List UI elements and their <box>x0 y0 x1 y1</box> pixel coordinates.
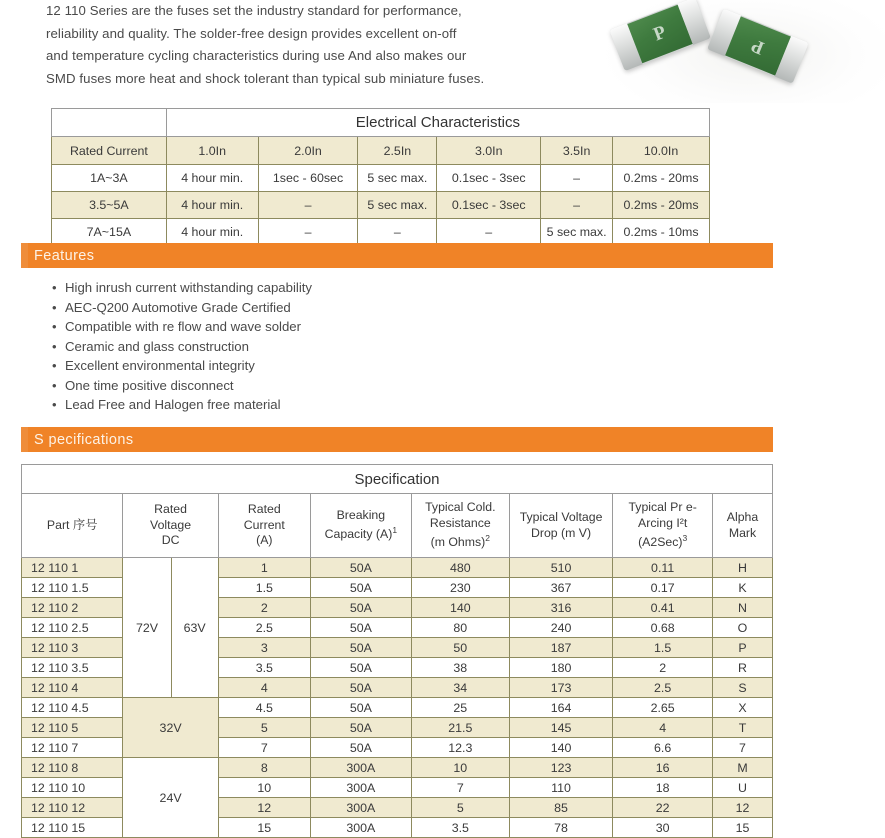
specifications-table-title: Specification <box>22 465 773 494</box>
cell-cold-resistance: 25 <box>411 698 509 718</box>
header-line: Rated <box>154 502 187 517</box>
header-line: Typical Cold. <box>425 500 496 515</box>
column-header-pre-arcing-i2t <box>613 494 713 558</box>
cell-rated-current: 7A~15A <box>52 219 167 246</box>
cell-rated-current: 10 <box>218 778 310 798</box>
specifications-section-bar <box>21 427 773 452</box>
cell-alpha-mark: M <box>713 758 773 778</box>
cell-alpha-mark: S <box>713 678 773 698</box>
cell-part-number: 12 110 2 <box>22 598 123 618</box>
cell-voltage-drop: 140 <box>509 738 613 758</box>
cell-breaking-capacity: 50A <box>310 738 411 758</box>
cell-pre-arcing-i2t: 0.68 <box>613 618 713 638</box>
column-header-3-5in: 3.5In <box>541 137 613 165</box>
cell-breaking-capacity: 50A <box>310 678 411 698</box>
cell-breaking-capacity: 50A <box>310 558 411 578</box>
cell-3-0in: – <box>437 219 541 246</box>
cell-cold-resistance: 38 <box>411 658 509 678</box>
cell-cold-resistance: 50 <box>411 638 509 658</box>
header-line: DC <box>161 533 180 548</box>
header-line: Current <box>243 517 285 532</box>
cell-alpha-mark: 12 <box>713 798 773 818</box>
column-header-breaking-capacity <box>310 494 411 558</box>
table-title-row <box>22 465 773 494</box>
cell-voltage-drop: 85 <box>509 798 613 818</box>
header-line: Arcing I²t <box>638 515 688 530</box>
list-item: • AEC-Q200 Automotive Grade Certified <box>52 298 312 318</box>
cell-alpha-mark: H <box>713 558 773 578</box>
cell-breaking-capacity: 50A <box>310 618 411 638</box>
list-item: • High inrush current withstanding capability <box>52 278 312 298</box>
cell-1-0in: 4 hour min. <box>166 165 258 192</box>
cell-cold-resistance: 12.3 <box>411 738 509 758</box>
cell-rated-current: 12 <box>218 798 310 818</box>
header-line: Drop (m V) <box>530 525 592 540</box>
intro-line: and temperature cycling characteristics during use And also makes our <box>46 48 467 63</box>
cell-part-number: 12 110 2.5 <box>22 618 123 638</box>
cell-part-number: 12 110 12 <box>22 798 123 818</box>
column-header-alpha-mark <box>713 494 773 558</box>
cell-alpha-mark: X <box>713 698 773 718</box>
cell-cold-resistance: 230 <box>411 578 509 598</box>
cell-part-number: 12 110 3.5 <box>22 658 123 678</box>
cell-part-number: 12 110 3 <box>22 638 123 658</box>
cell-cold-resistance: 140 <box>411 598 509 618</box>
cell-breaking-capacity: 50A <box>310 718 411 738</box>
specifications-table-body <box>22 558 773 838</box>
cell-voltage-drop: 173 <box>509 678 613 698</box>
intro-paragraph <box>46 0 566 90</box>
column-header-rated-current: Rated Current <box>52 137 167 165</box>
column-header-voltage-drop <box>509 494 613 558</box>
cell-part-number: 12 110 10 <box>22 778 123 798</box>
cell-rated-current: 1 <box>218 558 310 578</box>
header-line: (A2Sec) <box>638 535 683 550</box>
cell-rated-current: 3.5 <box>218 658 310 678</box>
column-header-rated-current <box>218 494 310 558</box>
cell-cold-resistance: 480 <box>411 558 509 578</box>
cell-cold-resistance: 7 <box>411 778 509 798</box>
cell-pre-arcing-i2t: 1.5 <box>613 638 713 658</box>
cell-part-number: 12 110 4 <box>22 678 123 698</box>
cell-pre-arcing-i2t: 6.6 <box>613 738 713 758</box>
cell-pre-arcing-i2t: 2.65 <box>613 698 713 718</box>
cell-voltage-drop: 240 <box>509 618 613 638</box>
cell-cold-resistance: 3.5 <box>411 818 509 838</box>
fuse-marking: P <box>748 34 768 59</box>
specifications-table <box>21 464 773 838</box>
cell-rated-voltage: 63V <box>171 558 218 698</box>
cell-2-0in: 1sec - 60sec <box>258 165 358 192</box>
list-item: • Compatible with re flow and wave solder <box>52 317 312 337</box>
list-item: • Excellent environmental integrity <box>52 356 312 376</box>
cell-pre-arcing-i2t: 0.17 <box>613 578 713 598</box>
column-header-2-0in: 2.0In <box>258 137 358 165</box>
header-line: Typical Voltage <box>519 510 603 524</box>
list-item: • One time positive disconnect <box>52 376 312 396</box>
cell-rated-current: 3 <box>218 638 310 658</box>
cell-rated-voltage: 72V <box>123 558 171 698</box>
cell-10-0in: 0.2ms - 10ms <box>613 219 710 246</box>
cell-pre-arcing-i2t: 22 <box>613 798 713 818</box>
cell-2-0in: – <box>258 192 358 219</box>
cell-2-5in: 5 sec max. <box>358 165 437 192</box>
cell-breaking-capacity: 50A <box>310 698 411 718</box>
cell-2-0in: – <box>258 219 358 246</box>
cell-breaking-capacity: 50A <box>310 578 411 598</box>
column-header-1-0in: 1.0In <box>166 137 258 165</box>
cell-part-number: 12 110 15 <box>22 818 123 838</box>
cell-voltage-drop: 164 <box>509 698 613 718</box>
cell-alpha-mark: O <box>713 618 773 638</box>
cell-rated-voltage: 32V <box>123 698 218 758</box>
cell-alpha-mark: U <box>713 778 773 798</box>
column-header-3-0in: 3.0In <box>437 137 541 165</box>
section-bar-edge <box>21 243 28 268</box>
cell-10-0in: 0.2ms - 20ms <box>613 165 710 192</box>
electrical-table-title: Electrical Characteristics <box>166 109 709 137</box>
cell-cold-resistance: 80 <box>411 618 509 638</box>
cell-pre-arcing-i2t: 30 <box>613 818 713 838</box>
list-item: • Ceramic and glass construction <box>52 337 312 357</box>
cell-breaking-capacity: 50A <box>310 638 411 658</box>
cell-3-5in: – <box>541 165 613 192</box>
cell-rated-current: 15 <box>218 818 310 838</box>
electrical-characteristics-table <box>51 108 710 246</box>
cell-alpha-mark: 7 <box>713 738 773 758</box>
column-header-cold-resistance <box>411 494 509 558</box>
header-line: (A) <box>256 533 273 548</box>
cell-rated-current: 5 <box>218 718 310 738</box>
cell-pre-arcing-i2t: 16 <box>613 758 713 778</box>
intro-line: 12 110 Series are the fuses set the industry standard for performance, <box>46 3 462 18</box>
cell-alpha-mark: N <box>713 598 773 618</box>
table-row <box>22 558 773 578</box>
features-list <box>52 278 312 415</box>
cell-pre-arcing-i2t: 0.11 <box>613 558 713 578</box>
cell-10-0in: 0.2ms - 20ms <box>613 192 710 219</box>
table-row <box>22 698 773 718</box>
header-line: Resistance <box>429 515 491 530</box>
cell-voltage-drop: 367 <box>509 578 613 598</box>
cell-2-5in: 5 sec max. <box>358 192 437 219</box>
cell-breaking-capacity: 300A <box>310 778 411 798</box>
intro-line: SMD fuses more heat and shock tolerant than typical sub miniature fuses. <box>46 70 485 86</box>
cell-1-0in: 4 hour min. <box>166 219 258 246</box>
cell-1-0in: 4 hour min. <box>166 192 258 219</box>
table-title-row <box>52 109 710 137</box>
cell-voltage-drop: 180 <box>509 658 613 678</box>
header-line: Typical Pr e- <box>628 500 697 515</box>
column-header-rated-voltage <box>123 494 218 558</box>
cell-breaking-capacity: 300A <box>310 798 411 818</box>
cell-rated-voltage: 24V <box>123 758 218 838</box>
table-header-row <box>22 494 773 558</box>
cell-cold-resistance: 10 <box>411 758 509 778</box>
footnote-marker: 3 <box>682 533 688 544</box>
cell-3-0in: 0.1sec - 3sec <box>437 192 541 219</box>
cell-part-number: 12 110 8 <box>22 758 123 778</box>
cell-3-0in: 0.1sec - 3sec <box>437 165 541 192</box>
cell-pre-arcing-i2t: 18 <box>613 778 713 798</box>
cell-voltage-drop: 78 <box>509 818 613 838</box>
cell-part-number: 12 110 7 <box>22 738 123 758</box>
cell-rated-current: 1A~3A <box>52 165 167 192</box>
footnote-marker: 2 <box>485 533 490 544</box>
cell-breaking-capacity: 300A <box>310 818 411 838</box>
cell-part-number: 12 110 1 <box>22 558 123 578</box>
header-line: Capacity (A) <box>324 527 393 542</box>
table-row <box>52 192 710 219</box>
cell-pre-arcing-i2t: 2 <box>613 658 713 678</box>
cell-voltage-drop: 510 <box>509 558 613 578</box>
cell-pre-arcing-i2t: 2.5 <box>613 678 713 698</box>
cell-rated-current: 7 <box>218 738 310 758</box>
header-line: (m Ohms) <box>430 535 486 550</box>
cell-rated-current: 4 <box>218 678 310 698</box>
cell-part-number: 12 110 1.5 <box>22 578 123 598</box>
cell-voltage-drop: 123 <box>509 758 613 778</box>
cell-3-5in: – <box>541 192 613 219</box>
cell-3-5in: 5 sec max. <box>541 219 613 246</box>
cell-rated-current: 1.5 <box>218 578 310 598</box>
cell-rated-current: 2 <box>218 598 310 618</box>
table-header-row <box>52 137 710 165</box>
cell-rated-current: 2.5 <box>218 618 310 638</box>
header-line: Breaking <box>336 507 386 522</box>
fuse-marking: P <box>650 21 669 46</box>
product-photo <box>600 0 885 103</box>
cell-voltage-drop: 110 <box>509 778 613 798</box>
features-section-bar <box>21 243 773 268</box>
cell-rated-current: 8 <box>218 758 310 778</box>
header-line: Mark <box>728 525 757 540</box>
column-header-part: Part 序号 <box>22 494 123 558</box>
column-header-2-5in: 2.5In <box>358 137 437 165</box>
cell-part-number: 12 110 5 <box>22 718 123 738</box>
section-bar-edge <box>21 427 28 452</box>
cell-rated-current: 4.5 <box>218 698 310 718</box>
features-section-title: Features <box>34 247 95 264</box>
intro-line: reliability and quality. The solder-free design provides excellent on-off <box>46 25 457 41</box>
cell-pre-arcing-i2t: 4 <box>613 718 713 738</box>
cell-2-5in: – <box>358 219 437 246</box>
cell-cold-resistance: 5 <box>411 798 509 818</box>
cell-alpha-mark: 15 <box>713 818 773 838</box>
header-line: Alpha <box>726 510 759 524</box>
footnote-marker: 1 <box>392 525 398 536</box>
cell-alpha-mark: T <box>713 718 773 738</box>
cell-voltage-drop: 145 <box>509 718 613 738</box>
list-item: • Lead Free and Halogen free material <box>52 395 312 415</box>
cell-voltage-drop: 316 <box>509 598 613 618</box>
cell-voltage-drop: 187 <box>509 638 613 658</box>
cell-breaking-capacity: 50A <box>310 598 411 618</box>
empty-corner-cell <box>52 109 167 137</box>
cell-alpha-mark: K <box>713 578 773 598</box>
header-line: Voltage <box>150 517 192 532</box>
cell-cold-resistance: 21.5 <box>411 718 509 738</box>
cell-rated-current: 3.5~5A <box>52 192 167 219</box>
table-row <box>52 219 710 246</box>
cell-breaking-capacity: 50A <box>310 658 411 678</box>
table-row <box>22 758 773 778</box>
cell-alpha-mark: P <box>713 638 773 658</box>
specifications-section-title: S pecifications <box>34 431 134 448</box>
header-line: Rated <box>247 502 281 517</box>
table-row <box>52 165 710 192</box>
cell-breaking-capacity: 300A <box>310 758 411 778</box>
cell-cold-resistance: 34 <box>411 678 509 698</box>
cell-alpha-mark: R <box>713 658 773 678</box>
cell-pre-arcing-i2t: 0.41 <box>613 598 713 618</box>
cell-part-number: 12 110 4.5 <box>22 698 123 718</box>
column-header-10-0in: 10.0In <box>613 137 710 165</box>
